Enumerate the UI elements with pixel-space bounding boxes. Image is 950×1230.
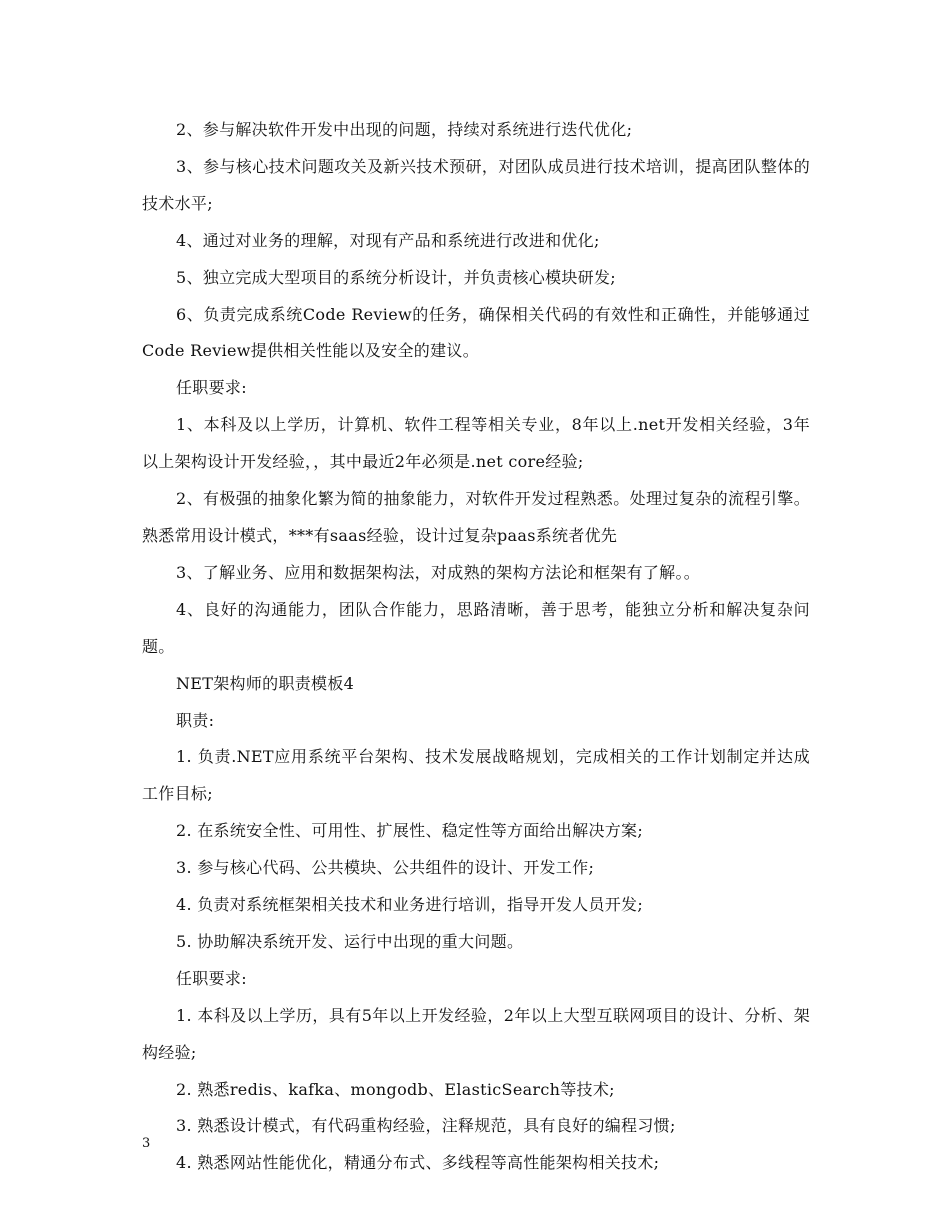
paragraph: 4、通过对业务的理解，对现有产品和系统进行改进和优化;: [176, 230, 600, 250]
paragraph: 2. 熟悉redis、kafka、mongodb、ElasticSearch等技术;: [176, 1079, 615, 1099]
paragraph: 2、有极强的抽象化繁为简的抽象能力，对软件开发过程熟悉。处理过复杂的流程引擎。熟悉常用设计模式，***有saas经验，设计过复杂paas系统者优先: [142, 489, 810, 545]
section-heading: 任职要求:: [176, 378, 247, 398]
paragraph: 1. 本科及以上学历，具有5年以上开发经验，2年以上大型互联网项目的设计、分析、架构经验;: [142, 1005, 810, 1062]
paragraph: 4. 熟悉网站性能优化，精通分布式、多线程等高性能架构相关技术;: [176, 1153, 660, 1173]
paragraph: 2、参与解决软件开发中出现的问题，持续对系统进行迭代优化;: [176, 120, 633, 139]
paragraph: 3. 参与核心代码、公共模块、公共组件的设计、开发工作;: [176, 858, 595, 878]
section-heading: 职责:: [176, 710, 215, 730]
paragraph: 4. 负责对系统框架相关技术和业务进行培训，指导开发人员开发;: [176, 895, 644, 915]
section-heading: 任职要求:: [176, 968, 247, 988]
paragraph: 3、参与核心技术问题攻关及新兴技术预研，对团队成员进行技术培训，提高团队整体的技术水平;: [142, 156, 810, 213]
paragraph: 4、良好的沟通能力，团队合作能力，思路清晰，善于思考，能独立分析和解决复杂问题。: [142, 599, 810, 656]
paragraph: 6、负责完成系统Code Review的任务，确保相关代码的有效性和正确性，并能够通过Code Review提供相关性能以及安全的建议。: [142, 304, 810, 361]
template-title: NET架构师的职责模板4: [176, 673, 355, 693]
paragraph: 5. 协助解决系统开发、运行中出现的重大问题。: [176, 931, 524, 951]
paragraph: 5、独立完成大型项目的系统分析设计，并负责核心模块研发;: [176, 267, 616, 287]
page-number: 3: [142, 1136, 151, 1151]
paragraph: 3. 熟悉设计模式，有代码重构经验，注释规范，具有良好的编程习惯;: [176, 1116, 676, 1136]
paragraph: 1、本科及以上学历，计算机、软件工程等相关专业，8年以上.net开发相关经验，3年以上架构设计开发经验，，其中最近2年必须是.net core经验;: [142, 415, 810, 472]
paragraph: 3、了解业务、应用和数据架构法，对成熟的架构方法论和框架有了解。。: [176, 562, 701, 582]
paragraph: 1. 负责.NET应用系统平台架构、技术发展战略规划，完成相关的工作计划制定并达成工作目标;: [142, 747, 810, 804]
document-body: [142, 112, 810, 1182]
paragraph: 2. 在系统安全性、可用性、扩展性、稳定性等方面给出解决方案;: [176, 821, 644, 841]
